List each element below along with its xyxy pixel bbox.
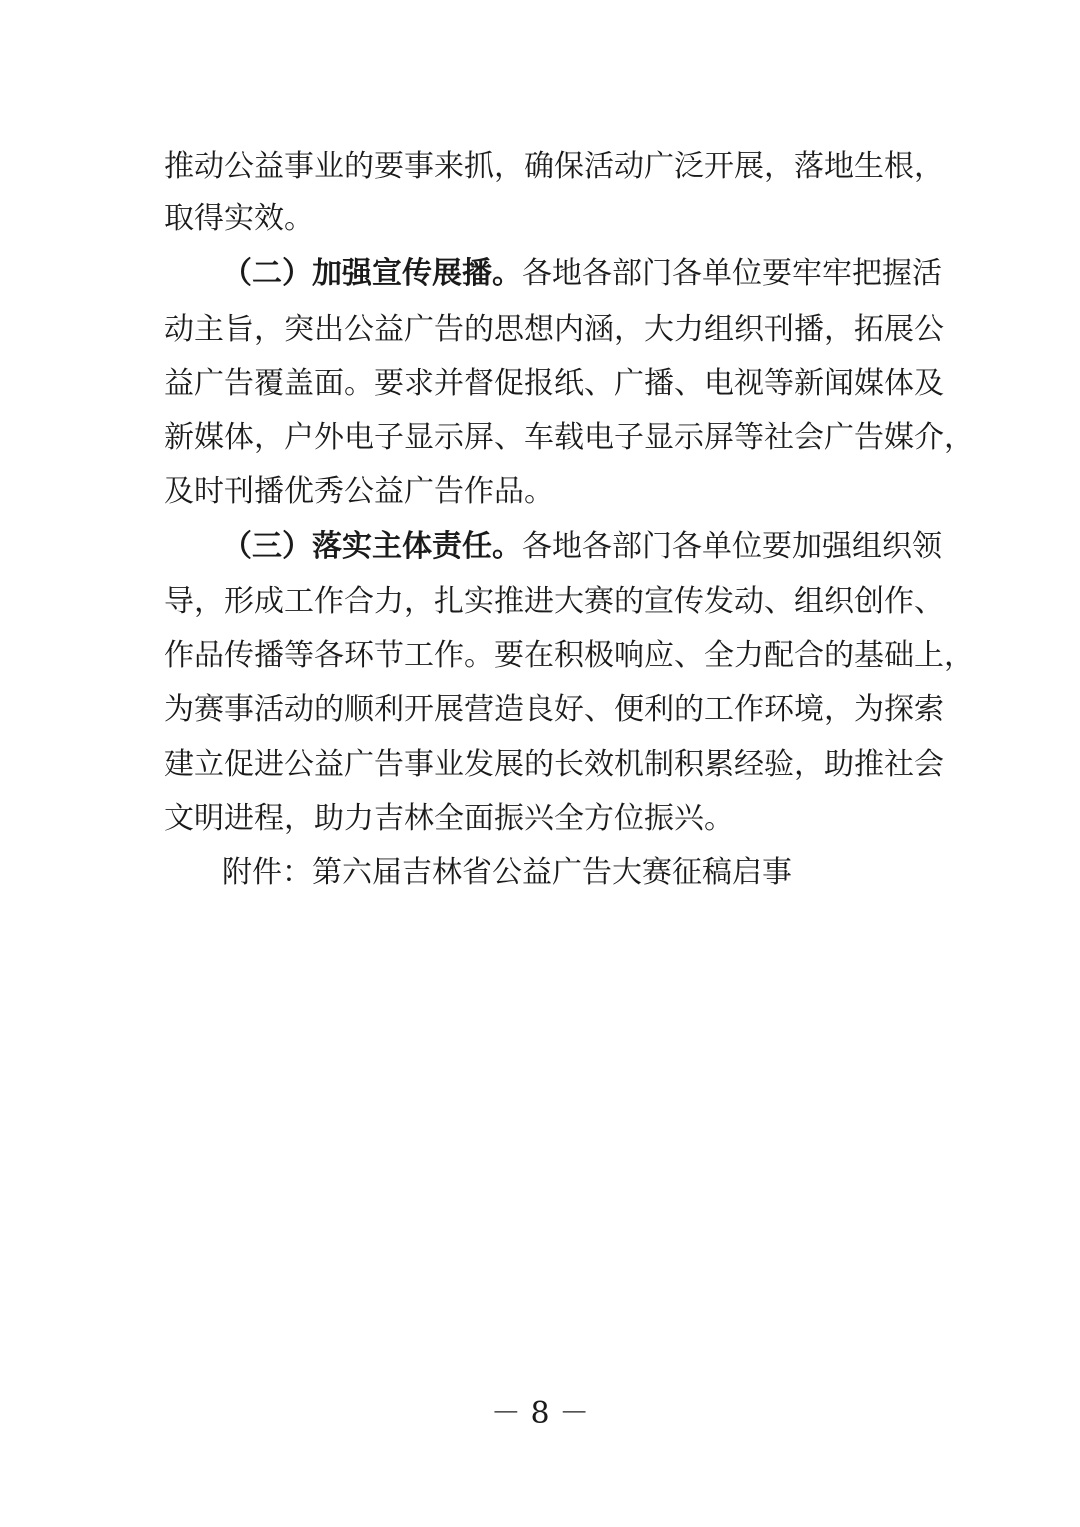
section-2-text: 各地各部门各单位要牢牢把握活 [522, 256, 942, 291]
paragraph-line: 建立促进公益广告事业发展的长效机制积累经验，助推社会 [164, 747, 944, 782]
paragraph-line: 及时刊播优秀公益广告作品。 [164, 474, 554, 509]
section-3-heading: （三）落实主体责任。 [222, 529, 522, 564]
section-3-text: 各地各部门各单位要加强组织领 [522, 529, 942, 564]
paragraph-line: 取得实效。 [164, 201, 314, 236]
paragraph-line: 益广告覆盖面。要求并督促报纸、广播、电视等新闻媒体及 [164, 366, 944, 401]
page-number: － 8 － [490, 1396, 590, 1431]
paragraph-line: 新媒体，户外电子显示屏、车载电子显示屏等社会广告媒介， [164, 420, 974, 455]
attachment-line: 附件：第六届吉林省公益广告大赛征稿启事 [222, 855, 792, 890]
section-2-first-line [222, 246, 942, 302]
paragraph-line: 作品传播等各环节工作。要在积极响应、全力配合的基础上， [164, 638, 974, 673]
paragraph-line: 文明进程，助力吉林全面振兴全方位振兴。 [164, 801, 734, 836]
section-2-heading: （二）加强宣传展播。 [222, 256, 522, 291]
paragraph-line: 推动公益事业的要事来抓，确保活动广泛开展，落地生根， [164, 149, 944, 184]
paragraph-line: 动主旨，突出公益广告的思想内涵，大力组织刊播，拓展公 [164, 312, 944, 347]
section-3-first-line [222, 519, 942, 575]
paragraph-line: 导，形成工作合力，扎实推进大赛的宣传发动、组织创作、 [164, 584, 944, 619]
paragraph-line: 为赛事活动的顺利开展营造良好、便利的工作环境，为探索 [164, 692, 944, 727]
